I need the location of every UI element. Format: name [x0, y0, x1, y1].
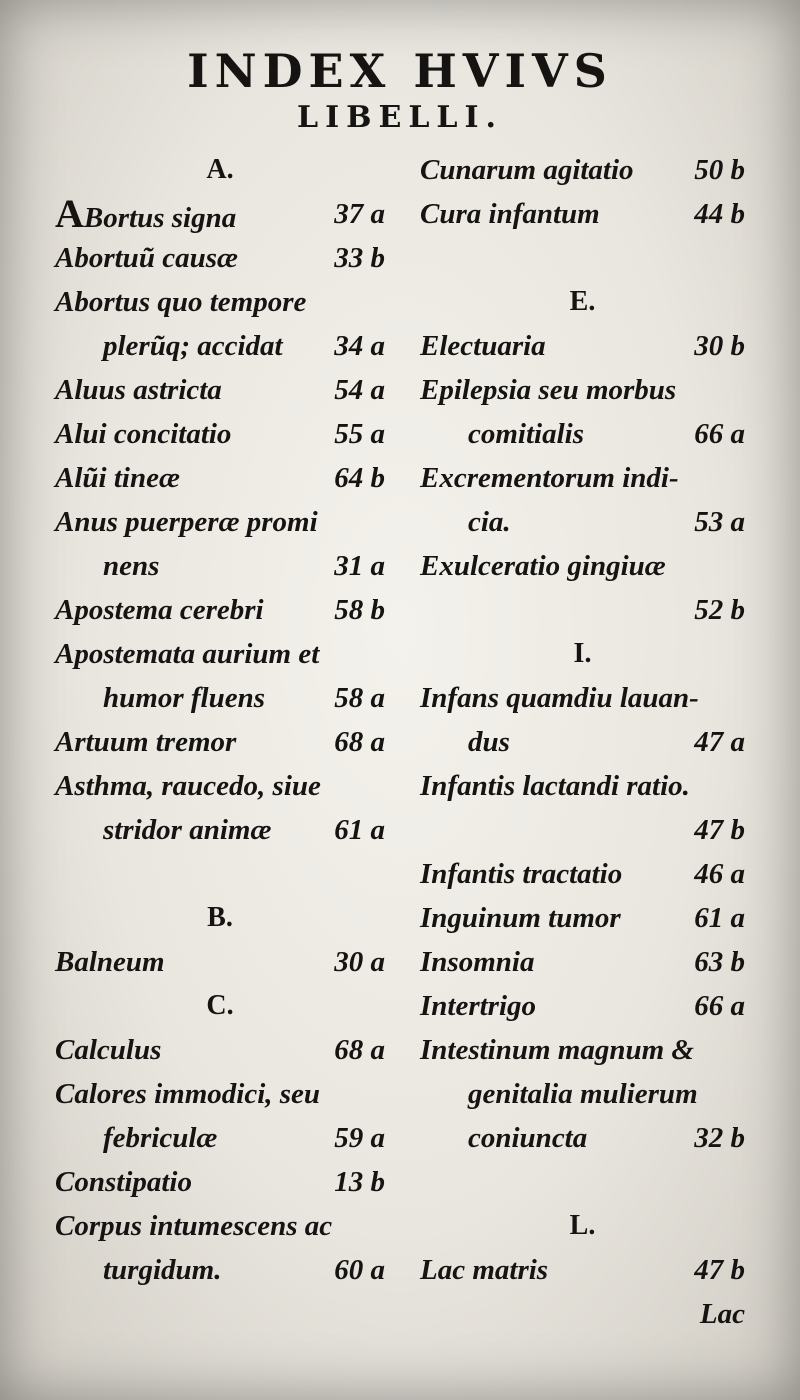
- entry-page-ref: 30 b: [694, 330, 745, 362]
- entry-text: Asthma, raucedo, siue: [55, 770, 321, 802]
- entry-text: Alũi tineæ: [55, 462, 180, 494]
- entry-page-ref: 61 a: [694, 902, 745, 934]
- entry-page-ref: 33 b: [334, 242, 385, 274]
- index-entry-continuation: [420, 722, 745, 762]
- entry-text: ABortus signa: [55, 191, 237, 236]
- entry-text: Electuaria: [420, 330, 546, 362]
- entry-text: genitalia mulierum: [468, 1078, 698, 1110]
- index-entry: [420, 1030, 745, 1070]
- index-entry: [55, 191, 385, 236]
- section-letter: C.: [206, 990, 234, 1021]
- entry-page-ref: 58 b: [334, 594, 385, 626]
- index-title: INDEX HVIVS: [187, 44, 613, 98]
- entry-text: Constipatio: [55, 1166, 192, 1198]
- index-entry: [55, 370, 385, 410]
- index-entry: [420, 1250, 745, 1290]
- index-entry: [420, 1294, 745, 1334]
- entry-text: Infans quamdiu lauan-: [420, 682, 699, 714]
- entry-text: Insomnia: [420, 946, 535, 978]
- index-entry: [55, 590, 385, 630]
- entry-page-ref: 50 b: [694, 154, 745, 186]
- entry-page-ref: Lac: [699, 1298, 745, 1330]
- index-entry: [55, 238, 385, 278]
- entry-page-ref: 47 a: [694, 726, 745, 758]
- entry-text: Cura infantum: [420, 198, 600, 230]
- index-entry: [420, 854, 745, 894]
- index-entry: [55, 282, 385, 322]
- entry-text: Apostemata aurium et: [55, 638, 320, 670]
- index-entry-continuation: [55, 546, 385, 586]
- index-entry: [420, 194, 745, 234]
- index-entry: [55, 1162, 385, 1202]
- entry-text: humor fluens: [103, 682, 265, 714]
- entry-text: Infantis tractatio: [420, 858, 623, 890]
- entry-text: Inguinum tumor: [420, 902, 621, 934]
- section-letter: L.: [569, 1210, 596, 1241]
- entry-page-ref: 53 a: [694, 506, 745, 538]
- entry-page-ref: 47 b: [694, 1254, 745, 1286]
- entry-text: Excrementorum indi-: [420, 462, 679, 494]
- entry-page-ref: 13 b: [334, 1166, 385, 1198]
- entry-page-ref: 55 a: [334, 418, 385, 450]
- entry-text: Anus puerperæ promi: [55, 506, 318, 538]
- index-entry: [420, 678, 745, 718]
- index-entry: [55, 722, 385, 762]
- entry-text: Calculus: [55, 1034, 162, 1066]
- index-entry: [420, 458, 745, 498]
- entry-page-ref: 44 b: [694, 198, 745, 230]
- entry-text: Intertrigo: [420, 990, 537, 1022]
- index-entry: [420, 546, 745, 586]
- index-entry-continuation: [420, 1118, 745, 1158]
- index-entry-continuation: [55, 1250, 385, 1290]
- entry-page-ref: 58 a: [334, 682, 385, 714]
- entry-text: Abortuũ causæ: [55, 242, 238, 274]
- entry-text: Intestinum magnum &: [420, 1034, 694, 1066]
- entry-text: Abortus quo tempore: [55, 286, 307, 318]
- index-entry: [420, 986, 745, 1026]
- entry-page-ref: 64 b: [334, 462, 385, 494]
- entry-text: Alui concitatio: [55, 418, 232, 450]
- entry-text: Lac matris: [420, 1254, 549, 1286]
- index-entry-continuation: [55, 678, 385, 718]
- entry-page-ref: 60 a: [334, 1254, 385, 1286]
- index-entry: [420, 942, 745, 982]
- entry-page-ref: 59 a: [334, 1122, 385, 1154]
- index-entry: [55, 502, 385, 542]
- entry-page-ref: 68 a: [334, 1034, 385, 1066]
- entry-page-ref: 32 b: [694, 1122, 745, 1154]
- index-entry: [420, 810, 745, 850]
- index-entry: [420, 150, 745, 190]
- entry-text: Calores immodici, seu: [55, 1078, 321, 1110]
- index-entry-continuation: [420, 502, 745, 542]
- drop-cap: A: [55, 191, 84, 236]
- entry-text: Exulceratio gingiuæ: [420, 550, 666, 582]
- index-entry: [420, 326, 745, 366]
- entry-page-ref: 68 a: [334, 726, 385, 758]
- entry-page-ref: 52 b: [694, 594, 745, 626]
- entry-text: turgidum.: [103, 1254, 222, 1286]
- entry-page-ref: 46 a: [694, 858, 745, 890]
- entry-text: comitialis: [468, 418, 584, 450]
- index-entry: [55, 1030, 385, 1070]
- index-entry: [420, 898, 745, 938]
- index-entry: [55, 1074, 385, 1114]
- section-letter: B.: [207, 902, 233, 933]
- entry-text: Cunarum agitatio: [420, 154, 634, 186]
- index-entry: [420, 590, 745, 630]
- index-entry: [55, 1206, 385, 1246]
- index-entry: [55, 458, 385, 498]
- entry-page-ref: 34 a: [334, 330, 385, 362]
- index-entry-continuation: [420, 1074, 745, 1114]
- entry-text: cia.: [468, 506, 511, 538]
- entry-text: stridor animæ: [103, 814, 272, 846]
- section-letter: I.: [573, 638, 592, 669]
- entry-page-ref: 31 a: [334, 550, 385, 582]
- entry-page-ref: 61 a: [334, 814, 385, 846]
- entry-page-ref: 63 b: [694, 946, 745, 978]
- entry-page-ref: 54 a: [334, 374, 385, 406]
- entry-page-ref: 37 a: [334, 198, 385, 230]
- index-subtitle: LIBELLI.: [296, 100, 503, 135]
- entry-text: plerũq; accidat: [103, 330, 283, 362]
- section-letter: A.: [206, 154, 234, 185]
- entry-text: Aluus astricta: [55, 374, 222, 406]
- entry-text: dus: [468, 726, 510, 758]
- entry-page-ref: 47 b: [694, 814, 745, 846]
- index-entry-continuation: [55, 1118, 385, 1158]
- entry-text: coniuncta: [468, 1122, 588, 1154]
- index-entry: [55, 634, 385, 674]
- entry-text: Artuum tremor: [55, 726, 237, 758]
- entry-text: Balneum: [55, 946, 165, 978]
- entry-page-ref: 30 a: [334, 946, 385, 978]
- entry-page-ref: 66 a: [694, 418, 745, 450]
- entry-text: Apostema cerebri: [55, 594, 264, 626]
- entry-page-ref: 66 a: [694, 990, 745, 1022]
- index-entry-continuation: [55, 326, 385, 366]
- index-entry-continuation: [420, 414, 745, 454]
- index-entry: [420, 370, 745, 410]
- section-letter: E.: [569, 286, 596, 317]
- entry-text: nens: [103, 550, 160, 582]
- index-entry-continuation: [55, 810, 385, 850]
- entry-text: Corpus intumescens ac: [55, 1210, 333, 1242]
- index-entry: [55, 942, 385, 982]
- entry-text: Epilepsia seu morbus: [420, 374, 677, 406]
- index-entry: [55, 766, 385, 806]
- index-entry: [55, 414, 385, 454]
- entry-text: febriculæ: [103, 1122, 218, 1154]
- index-entry: [420, 766, 745, 806]
- entry-text: Infantis lactandi ratio.: [420, 770, 690, 802]
